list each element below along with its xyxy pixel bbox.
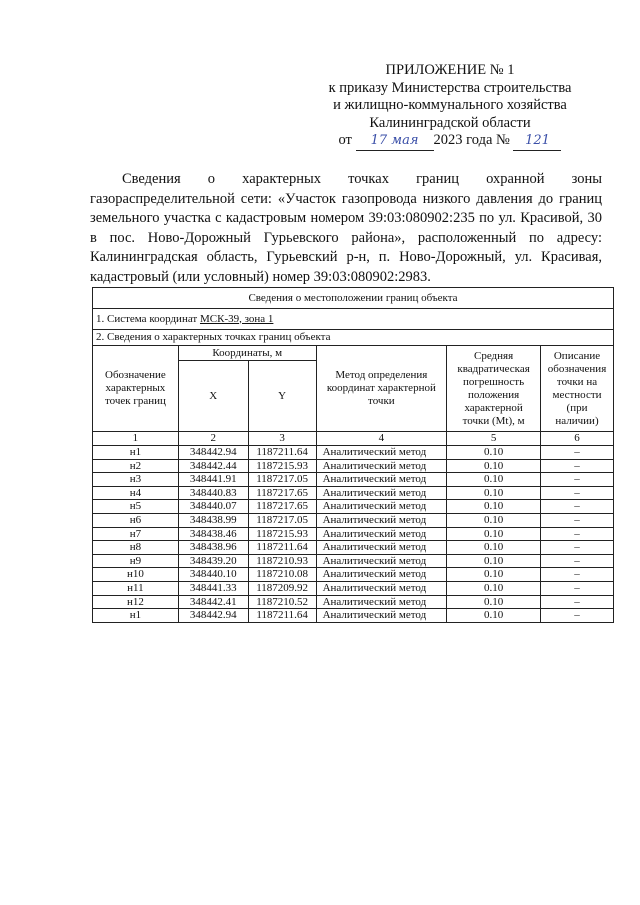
appendix-title: ПРИЛОЖЕНИЕ № 1 — [385, 62, 515, 78]
description-cell: – — [541, 568, 614, 582]
x-cell: 348441.33 — [178, 581, 248, 595]
point-cell: н5 — [93, 500, 179, 514]
header-method: Метод определения координат характерной точки — [316, 346, 447, 432]
error-cell: 0.10 — [447, 581, 541, 595]
description-cell: – — [541, 541, 614, 555]
description-cell: – — [541, 473, 614, 487]
x-cell: 348438.96 — [178, 541, 248, 555]
method-cell: Аналитический метод — [316, 568, 447, 582]
description-cell: – — [541, 459, 614, 473]
handwritten-number: 121 — [513, 132, 561, 151]
appendix-date-line — [300, 132, 600, 151]
column-number: 6 — [541, 432, 614, 446]
point-cell: н11 — [93, 581, 179, 595]
x-cell: 348438.46 — [178, 527, 248, 541]
description-cell: – — [541, 581, 614, 595]
header-y: Y — [248, 361, 316, 432]
date-prefix: от — [338, 132, 352, 148]
appendix-line-2: к приказу Министерства строительства — [328, 79, 572, 96]
intro-paragraph: Сведения о характерных точках границ охранной зоны газораспределительной сети: «Участок газопровода низкого давления до границ земельного участка с кадастровым номером 39:03:080902:235 по ул. Красивой, 30 в пос. Ново-Дорожный Гурьевского района», расположенный по адресу: Калининградская область, Гурьевский р-н, п. Ново-Дорожный, ул. Красивая, кадастровый (или условный) номер 39:03:080902:2983. — [90, 171, 602, 285]
error-cell: 0.10 — [447, 568, 541, 582]
column-number: 3 — [248, 432, 316, 446]
error-cell: 0.10 — [447, 459, 541, 473]
error-cell: 0.10 — [447, 595, 541, 609]
error-cell: 0.10 — [447, 446, 541, 460]
point-cell: н1 — [93, 609, 179, 623]
point-cell: н6 — [93, 513, 179, 527]
method-cell: Аналитический метод — [316, 500, 447, 514]
appendix-header — [300, 62, 600, 151]
point-cell: н12 — [93, 595, 179, 609]
description-cell: – — [541, 595, 614, 609]
x-cell: 348442.94 — [178, 609, 248, 623]
point-cell: н10 — [93, 568, 179, 582]
column-numbers-row — [93, 432, 614, 446]
x-cell: 348440.83 — [178, 486, 248, 500]
section-2-heading: 2. Сведения о характерных точках границ объекта — [93, 330, 614, 346]
method-cell: Аналитический метод — [316, 554, 447, 568]
y-cell: 1187209.92 — [248, 581, 316, 595]
point-cell: н9 — [93, 554, 179, 568]
y-cell: 1187210.08 — [248, 568, 316, 582]
method-cell: Аналитический метод — [316, 473, 447, 487]
method-cell: Аналитический метод — [316, 513, 447, 527]
description-cell: – — [541, 500, 614, 514]
y-cell: 1187210.52 — [248, 595, 316, 609]
y-cell: 1187211.64 — [248, 609, 316, 623]
y-cell: 1187215.93 — [248, 459, 316, 473]
table-row — [93, 459, 614, 473]
header-x: X — [178, 361, 248, 432]
y-cell: 1187217.05 — [248, 473, 316, 487]
y-cell: 1187210.93 — [248, 554, 316, 568]
table-row — [93, 446, 614, 460]
y-cell: 1187211.64 — [248, 541, 316, 555]
coordinate-system-label: 1. Система координат — [96, 312, 198, 325]
table-row — [93, 554, 614, 568]
error-cell: 0.10 — [447, 541, 541, 555]
table-row — [93, 473, 614, 487]
coordinate-system-row — [93, 309, 614, 330]
y-cell: 1187217.65 — [248, 500, 316, 514]
method-cell: Аналитический метод — [316, 541, 447, 555]
table-row — [93, 595, 614, 609]
x-cell: 348442.44 — [178, 459, 248, 473]
coordinate-system-value: МСК-39, зона 1 — [199, 312, 274, 325]
boundary-points-table — [92, 287, 614, 623]
appendix-line-4: Калининградской области — [369, 114, 531, 131]
error-cell: 0.10 — [447, 513, 541, 527]
description-cell: – — [541, 446, 614, 460]
method-cell: Аналитический метод — [316, 486, 447, 500]
x-cell: 348439.20 — [178, 554, 248, 568]
description-cell: – — [541, 609, 614, 623]
point-cell: н3 — [93, 473, 179, 487]
column-number: 1 — [93, 432, 179, 446]
method-cell: Аналитический метод — [316, 446, 447, 460]
method-cell: Аналитический метод — [316, 595, 447, 609]
header-point-designation: Обозначение характерных точек границ — [93, 346, 179, 432]
table-row — [93, 513, 614, 527]
description-cell: – — [541, 513, 614, 527]
method-cell: Аналитический метод — [316, 609, 447, 623]
x-cell: 348442.41 — [178, 595, 248, 609]
column-number: 2 — [178, 432, 248, 446]
y-cell: 1187211.64 — [248, 446, 316, 460]
point-cell: н7 — [93, 527, 179, 541]
table-row — [93, 581, 614, 595]
x-cell: 348440.07 — [178, 500, 248, 514]
table-row — [93, 568, 614, 582]
error-cell: 0.10 — [447, 500, 541, 514]
description-cell: – — [541, 486, 614, 500]
handwritten-date: 17 мая — [356, 132, 434, 151]
x-cell: 348441.91 — [178, 473, 248, 487]
error-cell: 0.10 — [447, 527, 541, 541]
x-cell: 348442.94 — [178, 446, 248, 460]
header-description: Описание обозначения точки на местности (при наличии) — [541, 346, 614, 432]
appendix-line-3: и жилищно-коммунального хозяйства — [333, 97, 567, 113]
y-cell: 1187217.05 — [248, 513, 316, 527]
description-cell: – — [541, 554, 614, 568]
x-cell: 348440.10 — [178, 568, 248, 582]
table-row — [93, 500, 614, 514]
error-cell: 0.10 — [447, 609, 541, 623]
header-coordinates: Координаты, м — [178, 346, 316, 361]
column-number: 4 — [316, 432, 447, 446]
point-cell: н1 — [93, 446, 179, 460]
point-cell: н2 — [93, 459, 179, 473]
point-cell: н4 — [93, 486, 179, 500]
error-cell: 0.10 — [447, 473, 541, 487]
method-cell: Аналитический метод — [316, 459, 447, 473]
column-number: 5 — [447, 432, 541, 446]
y-cell: 1187215.93 — [248, 527, 316, 541]
x-cell: 348438.99 — [178, 513, 248, 527]
point-cell: н8 — [93, 541, 179, 555]
table-row — [93, 486, 614, 500]
header-error: Средняя квадратическая погрешность положения характерной точки (Mt), м — [447, 346, 541, 432]
date-year: 2023 года № — [433, 132, 510, 148]
method-cell: Аналитический метод — [316, 527, 447, 541]
table-row — [93, 527, 614, 541]
y-cell: 1187217.65 — [248, 486, 316, 500]
method-cell: Аналитический метод — [316, 581, 447, 595]
table-title: Сведения о местоположении границ объекта — [93, 288, 614, 309]
error-cell: 0.10 — [447, 486, 541, 500]
table-row — [93, 541, 614, 555]
description-cell: – — [541, 527, 614, 541]
table-row — [93, 609, 614, 623]
error-cell: 0.10 — [447, 554, 541, 568]
